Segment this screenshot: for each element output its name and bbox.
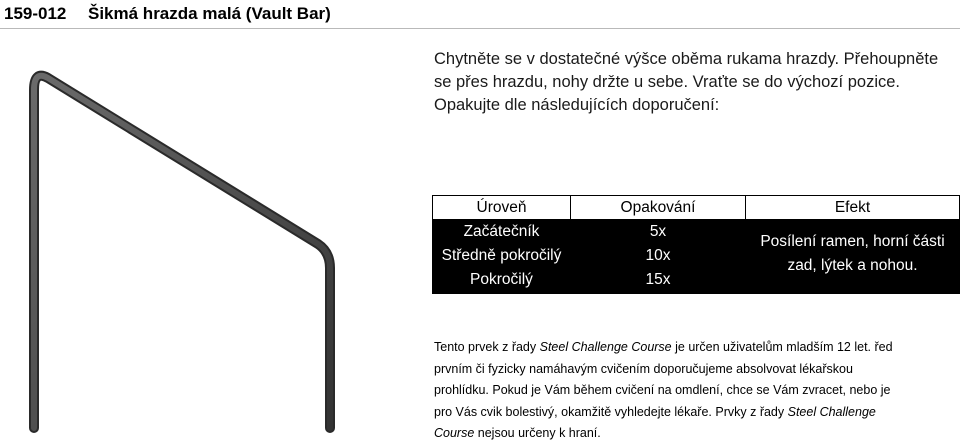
safety-notice [434,337,954,445]
notice-text: pro Vás cvik bolestivý, okamžitě vyhledejte lékaře. Prvky z řady [434,404,788,419]
column-header-effect: Efekt [834,199,871,216]
notice-line: prohlídku. Pokud je Vám během cvičení na omdlení, chce se Vám zvracet, nebo je [434,383,891,397]
vault-bar-illustration [0,28,410,435]
series-name: Steel Challenge Course [539,340,672,354]
instruction-line: se přes hrazdu, nohy držte u sebe. Vraťte se do výchozí pozice. [434,73,900,91]
exercise-instructions [434,48,954,117]
series-name: Course [434,426,475,440]
notice-line: prvním či fyzicky namáhavým cvičením doporučujeme absolvovat lékařskou [434,361,853,376]
level-cell: Začátečník [463,223,540,240]
notice-text: Tento prvek z řady [434,340,540,354]
page-header [0,0,960,29]
reps-cell: 15x [645,271,671,288]
effect-line: zad, lýtek a nohou. [787,257,918,274]
product-title: Šikmá hrazda malá (Vault Bar) [88,4,331,23]
level-cell: Středně pokročilý [441,247,562,264]
table-header-row [433,196,959,220]
notice-line [434,337,954,359]
notice-text: nejsou určeny k hraní. [474,426,601,440]
reps-cell: 10x [645,247,671,264]
effect-line: Posílení ramen, horní části [760,233,945,250]
product-code: 159-012 [4,4,67,23]
bar-outline [34,76,330,428]
series-name: Steel Challenge [787,404,876,419]
level-cell: Pokročilý [470,271,533,288]
reps-column [571,220,745,292]
reps-cell: 5x [649,223,667,240]
notice-line [434,423,954,445]
instruction-line: Chytněte se v dostatečné výšce oběma rukama hrazdy. Přehoupněte [434,50,939,68]
level-column [433,220,570,292]
instruction-line: Opakujte dle následujících doporučení: [434,96,720,114]
notice-line [434,402,954,424]
column-header-level: Úroveň [433,196,571,219]
notice-text: je určen uživatelům mladším 12 let. řed [671,340,893,354]
recommendation-table [432,195,960,294]
column-header-reps: Opakování [571,196,746,219]
effect-cell [746,230,959,278]
